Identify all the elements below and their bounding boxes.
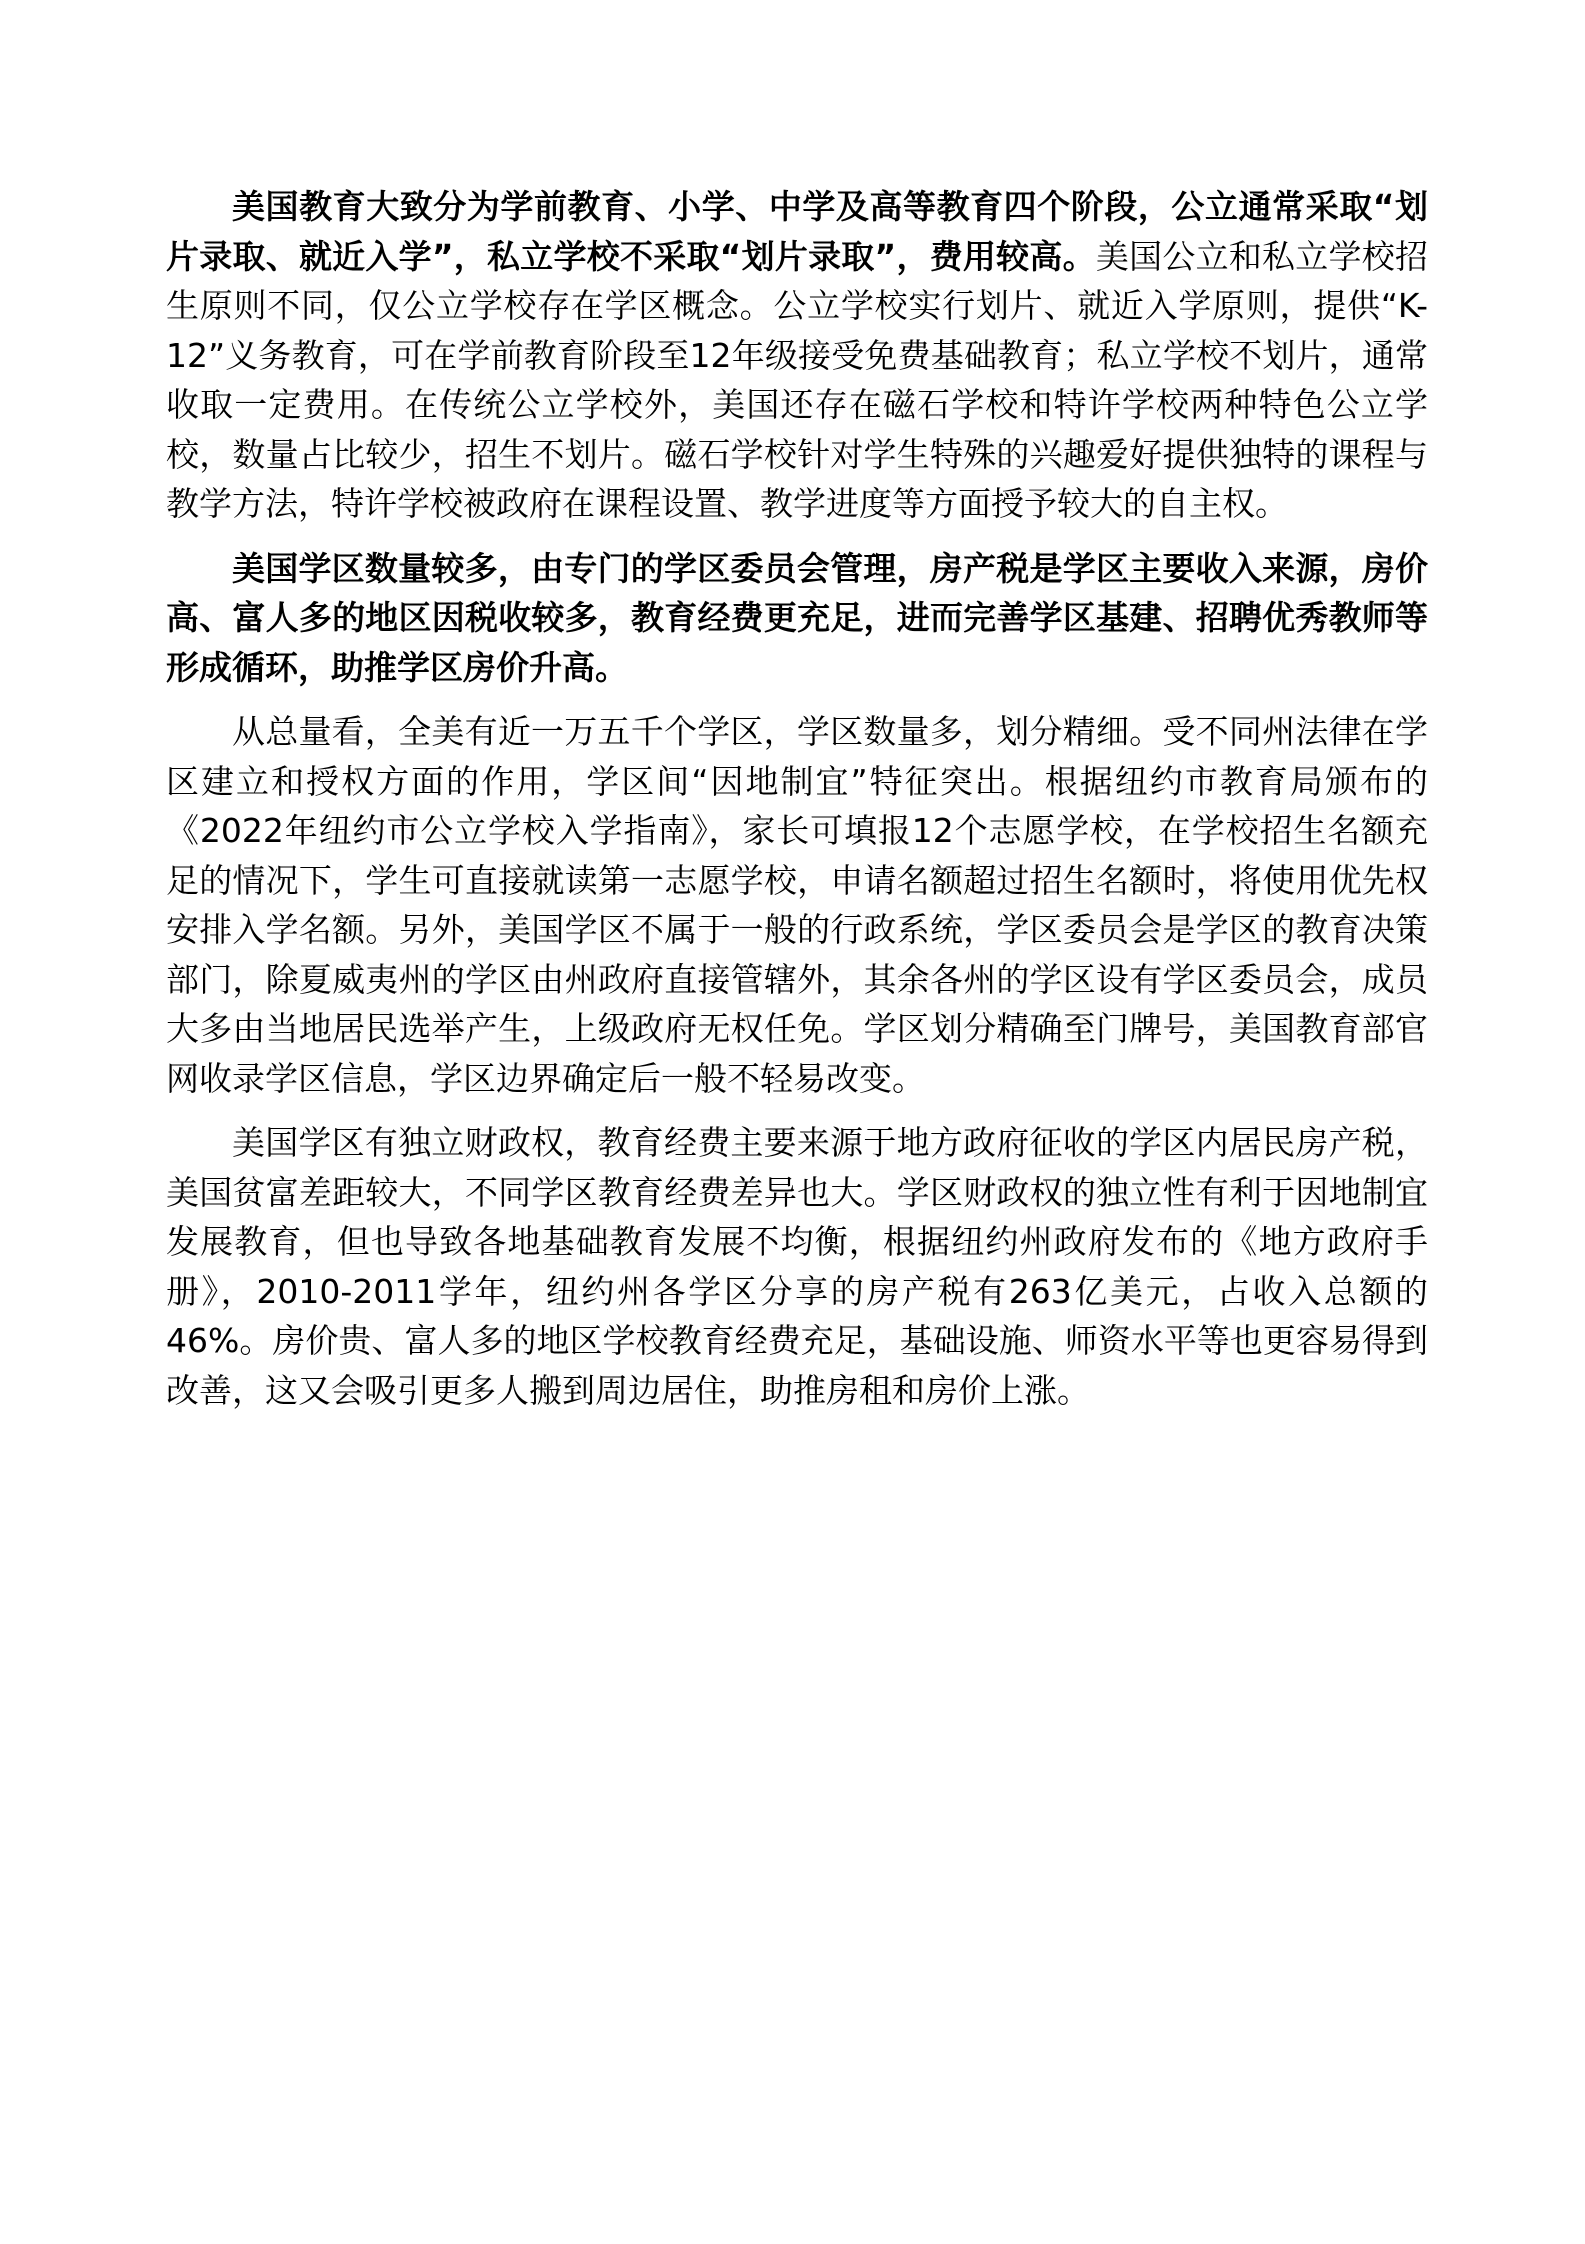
paragraph-lead-bold: 美国教育大致分为学前教育、小学、中学及高等教育四个阶段，公立通常采取“划片录取、就近入学”，私立学校不采取“划片录取”，费用较高。 — [166, 187, 1428, 276]
paragraph-district-governance: 美国学区数量较多，由专门的学区委员会管理，房产税是学区主要收入来源，房价高、富人多的地区因税收较多，教育经费更充足，进而完善学区基建、招聘优秀教师等形成循环，助推学区房价升高。 — [166, 548, 1428, 687]
paragraph-district-finance: 美国学区有独立财政权，教育经费主要来源于地方政府征收的学区内居民房产税，美国贫富差距较大，不同学区教育经费差异也大。学区财政权的独立性有利于因地制宜发展教育，但也导致各地基础教育发展不均衡，根据纽约州政府发布的《地方政府手册》，2010-2011学年，纽约州各学区分享的房产税有263亿美元，占收入总额的46%。房价贵、富人多的地区学校教育经费充足，基础设施、师资水平等也更容易得到改善，这又会吸引更多人搬到周边居住，助推房租和房价上涨。 — [166, 1123, 1428, 1410]
paragraph-district-count: 从总量看，全美有近一万五千个学区，学区数量多，划分精细。受不同州法律在学区建立和授权方面的作用，学区间“因地制宜”特征突出。根据纽约市教育局颁布的《2022年纽约市公立学校入学指南》，家长可填报12个志愿学校，在学校招生名额充足的情况下，学生可直接就读第一志愿学校，申请名额超过招生名额时，将使用优先权安排入学名额。另外，美国学区不属于一般的行政系统，学区委员会是学区的教育决策部门，除夏威夷州的学区由州政府直接管辖外，其余各州的学区设有学区委员会，成员大多由当地居民选举产生，上级政府无权任免。学区划分精确至门牌号，美国教育部官网收录学区信息，学区边界确定后一般不轻易改变。 — [166, 712, 1428, 1098]
paragraph-body: 美国公立和私立学校招生原则不同，仅公立学校存在学区概念。公立学校实行划片、就近入学原则，提供“K-12”义务教育，可在学前教育阶段至12年级接受免费基础教育；私立学校不划片，通常收取一定费用。在传统公立学校外，美国还存在磁石学校和特许学校两种特色公立学校，数量占比较少，招生不划片。磁石学校针对学生特殊的兴趣爱好提供独特的课程与教学方法，特许学校被政府在课程设置、教学进度等方面授予较大的自主权。 — [166, 236, 1428, 523]
document-page — [166, 182, 1428, 1430]
paragraph-education-stages — [166, 182, 1428, 529]
